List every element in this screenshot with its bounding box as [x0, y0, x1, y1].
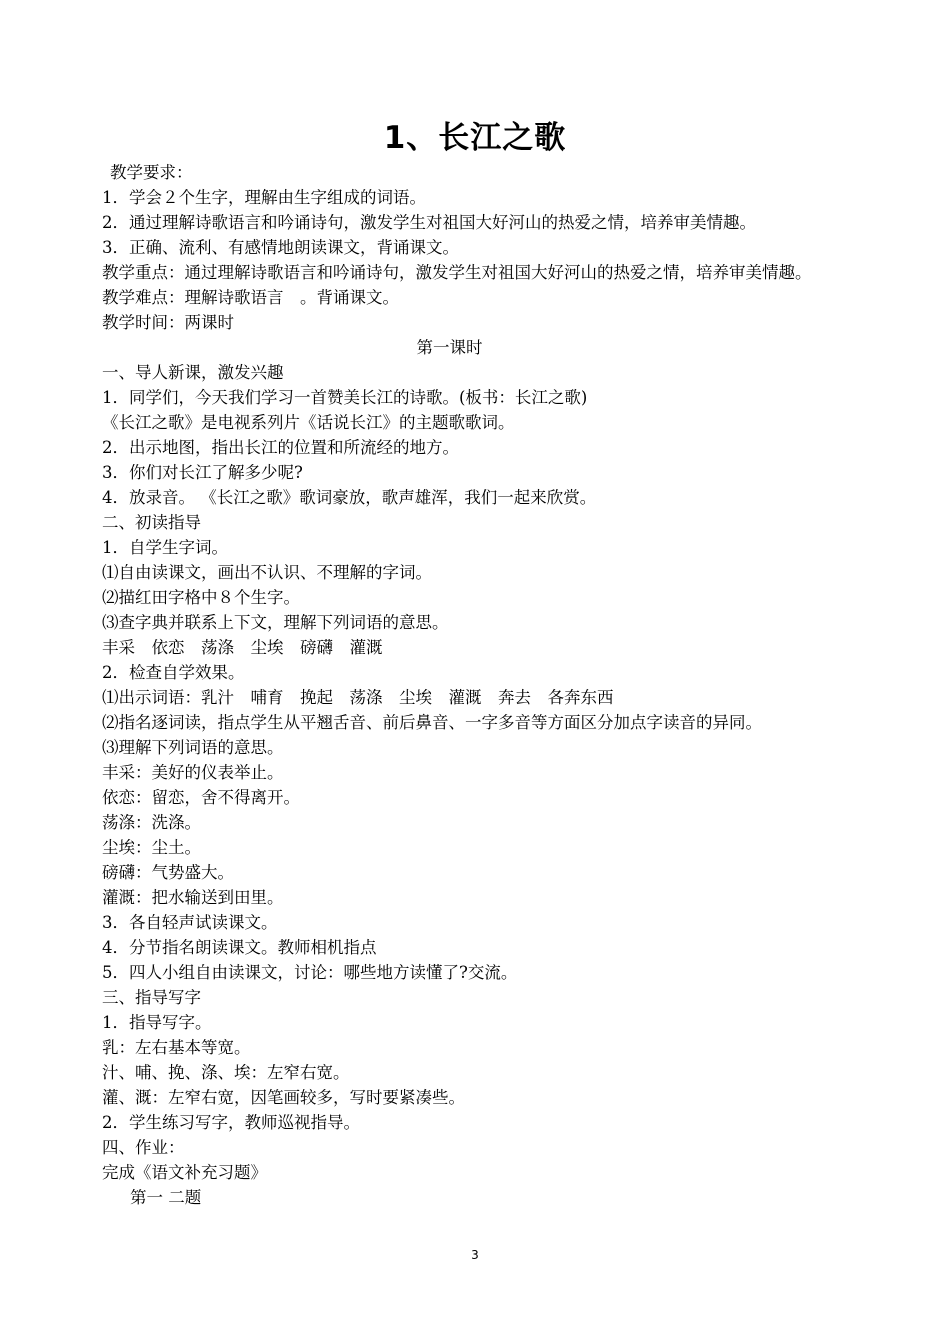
text-line: ⑵描红田字格中８个生字。	[102, 588, 300, 607]
text-line: 3．你们对长江了解多少呢?	[102, 463, 303, 482]
text-line: ⑴出示词语：乳汁 哺育 挽起 荡涤 尘埃 灌溉 奔去 各奔东西	[102, 688, 614, 707]
section-heading: 第一课时	[416, 338, 483, 357]
text-line: 一、导人新课，激发兴趣	[102, 363, 284, 382]
text-line: 第一 二题	[130, 1188, 202, 1207]
text-line: 2．检查自学效果。	[102, 663, 245, 682]
lesson-plan-body	[102, 160, 857, 1210]
text-line: 灌、溉：左窄右宽，因笔画较多，写时要紧凑些。	[102, 1088, 465, 1107]
text-line: 3．各自轻声试读课文。	[102, 913, 278, 932]
text-line: 灌溉：把水输送到田里。	[102, 888, 284, 907]
text-line: 2．通过理解诗歌语言和吟诵诗句，激发学生对祖国大好河山的热爱之情，培养审美情趣。	[102, 213, 756, 232]
text-line: ⑵指名逐词读，指点学生从平翘舌音、前后鼻音、一字多音等方面区分加点字读音的异同。	[102, 713, 762, 732]
text-line: 教学难点：理解诗歌语言 。背诵课文。	[102, 288, 399, 307]
text-line: 2．出示地图，指出长江的位置和所流经的地方。	[102, 438, 459, 457]
text-line: 丰采 依恋 荡涤 尘埃 磅礴 灌溉	[102, 638, 383, 657]
text-line: 依恋：留恋，舍不得离开。	[102, 788, 300, 807]
text-line: ⑶理解下列词语的意思。	[102, 738, 284, 757]
text-line: 3．正确、流利、有感情地朗读课文，背诵课文。	[102, 238, 459, 257]
text-line: 1．同学们，今天我们学习一首赞美长江的诗歌。(板书：长江之歌)	[102, 388, 588, 407]
text-line: ⑴自由读课文，画出不认识、不理解的字词。	[102, 563, 432, 582]
text-line: 乳：左右基本等宽。	[102, 1038, 251, 1057]
page-number: 3	[471, 1248, 479, 1262]
text-line: 完成《语文补充习题》	[102, 1163, 267, 1182]
text-line: 4．分节指名朗读课文。教师相机指点	[102, 938, 377, 957]
text-line: 二、初读指导	[102, 513, 201, 532]
text-line: 教学要求：	[110, 163, 193, 182]
text-line: 《长江之歌》是电视系列片《话说长江》的主题歌歌词。	[102, 413, 515, 432]
text-line: 三、指导写字	[102, 988, 201, 1007]
text-line: 4．放录音。 《长江之歌》歌词豪放，歌声雄浑，我们一起来欣赏。	[102, 488, 597, 507]
text-line: 1．自学生字词。	[102, 538, 228, 557]
text-line: 丰采：美好的仪表举止。	[102, 763, 284, 782]
text-line: 1．学会２个生字，理解由生字组成的词语。	[102, 188, 426, 207]
text-line: 磅礴：气势盛大。	[102, 863, 234, 882]
text-line: 2．学生练习写字，教师巡视指导。	[102, 1113, 360, 1132]
page-title: 1、长江之歌	[383, 120, 567, 156]
text-line: 教学时间：两课时	[102, 313, 234, 332]
text-line: 1．指导写字。	[102, 1013, 212, 1032]
text-line: 荡涤：洗涤。	[102, 813, 201, 832]
text-line: 5．四人小组自由读课文，讨论：哪些地方读懂了?交流。	[102, 963, 518, 982]
text-line: ⑶查字典并联系上下文，理解下列词语的意思。	[102, 613, 449, 632]
text-line: 四、作业：	[102, 1138, 185, 1157]
text-line: 汁、哺、挽、涤、埃：左窄右宽。	[102, 1063, 350, 1082]
text-line: 尘埃：尘土。	[102, 838, 201, 857]
text-line: 教学重点：通过理解诗歌语言和吟诵诗句，激发学生对祖国大好河山的热爱之情，培养审美情趣。	[102, 263, 812, 282]
